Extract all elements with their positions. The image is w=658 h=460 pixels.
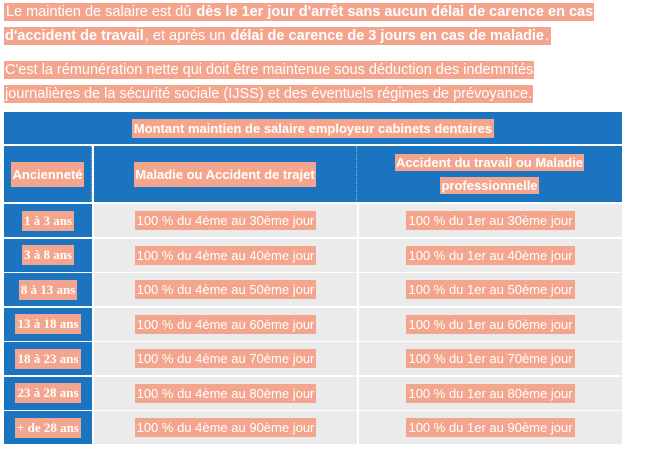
cell-seniority-text: 8 à 13 ans xyxy=(19,280,78,300)
cell-illness xyxy=(92,239,357,272)
cell-seniority xyxy=(4,308,92,341)
cell-seniority-text: 23 à 28 ans xyxy=(15,383,80,403)
intro-line-2 xyxy=(4,24,616,48)
cell-work-accident-text: 100 % du 1er au 60ème jour xyxy=(408,316,573,332)
table-row xyxy=(4,342,622,375)
cell-seniority xyxy=(4,204,92,237)
cell-seniority-text: 13 à 18 ans xyxy=(15,314,80,334)
cell-seniority xyxy=(4,342,92,375)
cell-work-accident xyxy=(357,308,622,341)
cell-work-accident-text: 100 % du 1er au 90ème jour xyxy=(408,420,573,435)
cell-illness-text: 100 % du 4ème au 90ème jour xyxy=(136,420,315,435)
cell-seniority-text: 3 à 8 ans xyxy=(22,245,74,265)
cell-work-accident xyxy=(357,377,622,410)
cell-seniority xyxy=(4,411,92,444)
cell-seniority xyxy=(4,273,92,306)
cell-seniority-text: 1 à 3 ans xyxy=(22,211,74,231)
note-line-1 xyxy=(4,58,616,82)
table-title: Montant maintien de salaire employeur cabinets dentaires xyxy=(133,120,493,136)
cell-illness xyxy=(92,411,357,444)
cell-work-accident-text: 100 % du 1er au 30ème jour xyxy=(408,213,573,228)
table-row xyxy=(4,204,622,237)
header-illness xyxy=(94,146,357,202)
cell-illness xyxy=(92,204,357,237)
table-header-row xyxy=(4,146,622,202)
cell-seniority xyxy=(4,239,92,272)
intro-paragraph xyxy=(4,0,616,48)
cell-illness-text: 100 % du 4ème au 30ème jour xyxy=(136,213,315,228)
cell-illness-text: 100 % du 4ème au 40ème jour xyxy=(136,247,315,263)
cell-work-accident xyxy=(357,342,622,375)
cell-illness-text: 100 % du 4ème au 70ème jour xyxy=(136,351,315,366)
header-seniority-label: Ancienneté xyxy=(11,162,83,187)
header-seniority xyxy=(4,146,92,202)
table-row xyxy=(4,308,622,341)
cell-seniority xyxy=(4,377,92,410)
intro-text-2a: d'accident de travail xyxy=(5,28,144,44)
cell-illness xyxy=(92,342,357,375)
header-illness-label: Maladie ou Accident de trajet xyxy=(134,162,315,187)
cell-illness xyxy=(92,308,357,341)
cell-illness-text: 100 % du 4ème au 50ème jour xyxy=(136,282,315,297)
cell-work-accident-text: 100 % du 1er au 70ème jour xyxy=(408,351,573,366)
cell-illness xyxy=(92,273,357,306)
table-row xyxy=(4,239,622,272)
cell-work-accident-text: 100 % du 1er au 40ème jour xyxy=(408,247,573,263)
table-row xyxy=(4,377,622,410)
intro-text-1a: Le maintien de salaire est dû xyxy=(6,4,196,20)
note-line-2 xyxy=(4,82,616,106)
table-row xyxy=(4,273,622,306)
cell-work-accident-text: 100 % du 1er au 80ème jour xyxy=(408,385,573,401)
table-row xyxy=(4,411,622,444)
cell-illness xyxy=(92,377,357,410)
intro-line-1 xyxy=(4,0,616,24)
note-paragraph xyxy=(4,58,616,106)
intro-text-2d: . xyxy=(545,28,550,44)
note-text-2: journalières de la sécurité sociale (IJSS) et des éventuels régimes de prévoyance. xyxy=(5,86,533,102)
cell-illness-text: 100 % du 4ème au 80ème jour xyxy=(136,385,315,401)
header-work-accident-label-1: Accident du travail ou Maladie xyxy=(395,155,584,170)
cell-work-accident xyxy=(357,239,622,272)
intro-text-1b: dès le 1er jour d'arrêt sans aucun délai de carence en cas xyxy=(196,4,594,20)
table-title-bar xyxy=(4,112,622,144)
table-body xyxy=(4,204,622,446)
cell-seniority-text: + de 28 ans xyxy=(15,418,81,438)
cell-work-accident xyxy=(357,273,622,306)
cell-illness-text: 100 % du 4ème au 60ème jour xyxy=(136,316,315,332)
intro-text-2b: , et après un xyxy=(144,28,230,44)
cell-seniority-text: 18 à 23 ans xyxy=(15,349,80,369)
intro-text-2c: délai de carence de 3 jours en cas de maladie xyxy=(230,28,544,44)
header-work-accident-label-2: professionnelle xyxy=(441,178,538,193)
cell-work-accident xyxy=(357,204,622,237)
cell-work-accident-text: 100 % du 1er au 50ème jour xyxy=(408,282,573,297)
cell-work-accident xyxy=(357,411,622,444)
header-work-accident xyxy=(357,146,622,202)
note-text-1: C'est la rémunération nette qui doit être maintenue sous déduction des indemnités xyxy=(5,62,534,78)
